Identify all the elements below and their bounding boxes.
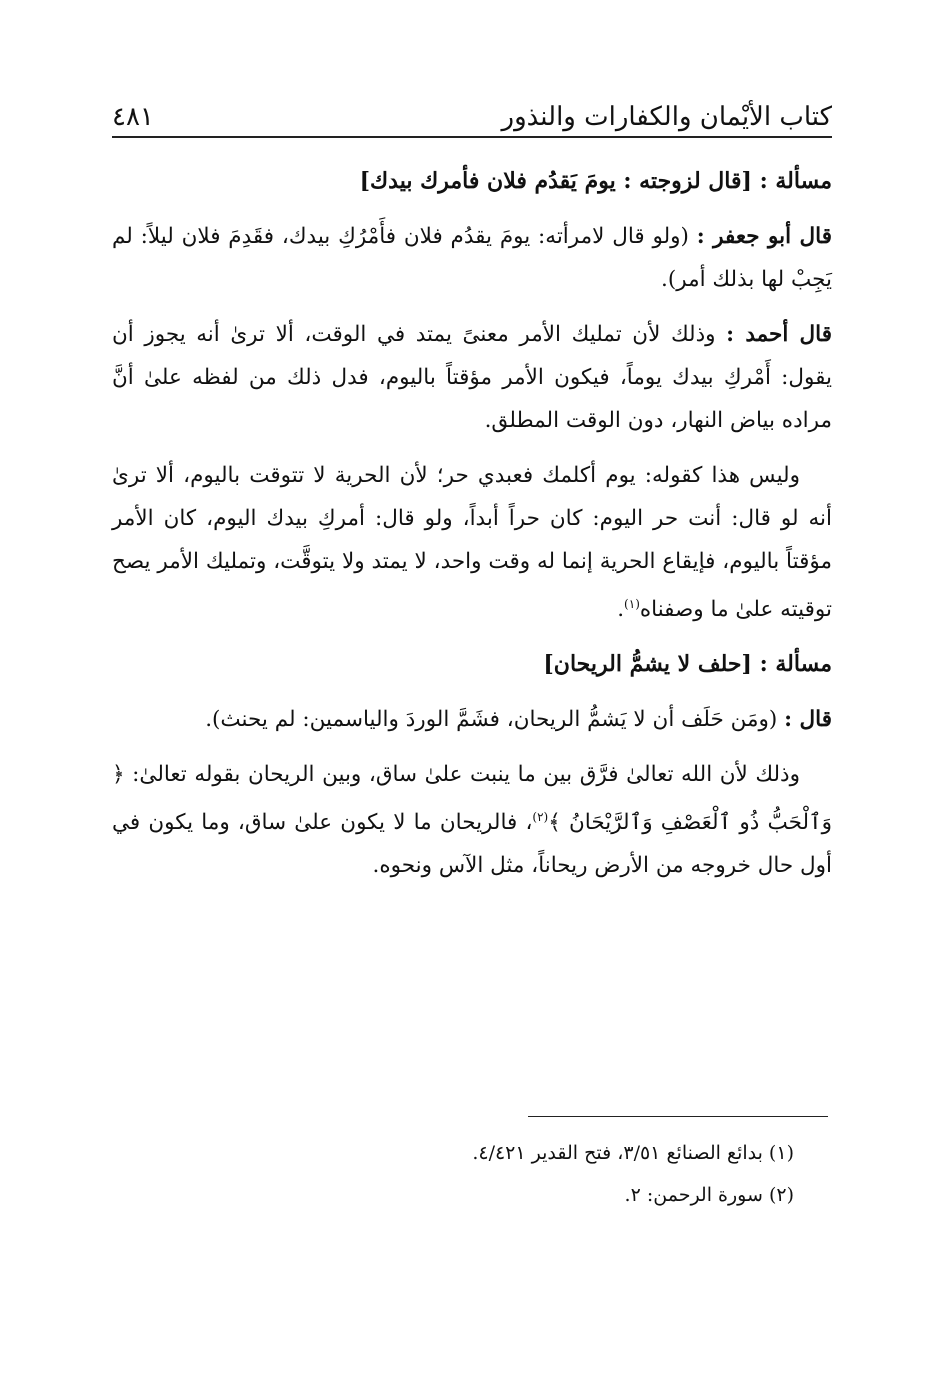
main-text	[112, 160, 832, 899]
paragraph-1-text: (ولو قال لامرأته: يومَ يقدُم فلان فأَمْرُكِ بيدك، فقَدِمَ فلان ليلاً: لم يَجِبْ لها بذلك أمر).	[112, 224, 832, 292]
issue-heading-2	[112, 643, 832, 686]
page-number: ٤٨١	[112, 102, 154, 132]
header-divider	[112, 136, 832, 138]
paragraph-5-end: ، فالريحان ما لا يكون علىٰ ساق، وما يكون في أول حال خروجه من الأرض ريحاناً، مثل الآس ونحوه.	[112, 810, 832, 879]
paragraph-2-text: وذلك لأن تمليك الأمر معنىً يمتد في الوقت، ألا ترىٰ أنه يجوز أن يقول: أَمْركِ بيدك يوماً، فيكون الأمر مؤقتاً باليوم، فدل ذلك من لفظه علىٰ أنَّ مراده بياض النهار، دون الوقت المطلق.	[112, 322, 832, 433]
paragraph-3-text: وليس هذا كقوله: يوم أكلمك فعبدي حر؛ لأن الحرية لا تتوقت باليوم، ألا ترىٰ أنه لو قال: أنت حر اليوم: كان حراً أبداً، ولو قال: أمركِ بيدك اليوم، كان الأمر مؤقتاً باليوم، فإيقاع الحرية إنما له وقت واحد، لا يمتد ولا يتوقَّت، وتمليك الأمر يصح توقيته علىٰ ما وصفناه	[112, 463, 832, 623]
issue-label: مسألة :	[759, 168, 832, 194]
footnote-ref-1[interactable]: (١)	[624, 597, 640, 611]
issue-label: مسألة :	[759, 651, 832, 678]
paragraph-3	[112, 454, 832, 631]
footnote-2: (٢) سورة الرحمن: ٢.	[624, 1184, 794, 1206]
speaker-abu-jafar: قال أبو جعفر :	[696, 224, 832, 249]
issue-heading-1	[112, 160, 832, 203]
footnote-1: (١) بدائع الصنائع ٣/٥١، فتح القدير ٤/٤٢١.	[472, 1142, 794, 1164]
paragraph-1	[112, 215, 832, 301]
running-title: كتاب الأيْمان والكفارات والنذور	[501, 102, 832, 132]
issue-title: [حلف لا يشمُّ الريحان]	[543, 651, 752, 678]
paragraph-4	[112, 698, 832, 741]
speaker-qal: قال :	[784, 707, 832, 733]
footnotes	[112, 1132, 794, 1216]
footnote-divider	[528, 1116, 828, 1117]
paragraph-4-text: (ومَن حَلَف أن لا يَشمُّ الريحان، فشَمَّ الوردَ والياسمين: لم يحنث).	[205, 707, 778, 733]
paragraph-5	[112, 753, 832, 887]
speaker-ahmad: قال أحمد :	[726, 322, 833, 347]
issue-title: [قال لزوجته : يومَ يَقدُم فلان فأمرك بيدك]	[359, 168, 752, 194]
paragraph-5-text: وذلك لأن الله تعالىٰ فرَّق بين ما ينبت علىٰ ساق، وبين الريحان بقوله تعالىٰ: ﴿ وَٱلْحَبُّ ذُو ٱلْعَصْفِ وَٱلرَّيْحَانُ ﴾	[112, 762, 832, 836]
running-header	[112, 92, 832, 132]
paragraph-3-end: .	[617, 597, 625, 623]
paragraph-2	[112, 313, 832, 442]
footnote-ref-2[interactable]: (٢)	[532, 810, 549, 825]
